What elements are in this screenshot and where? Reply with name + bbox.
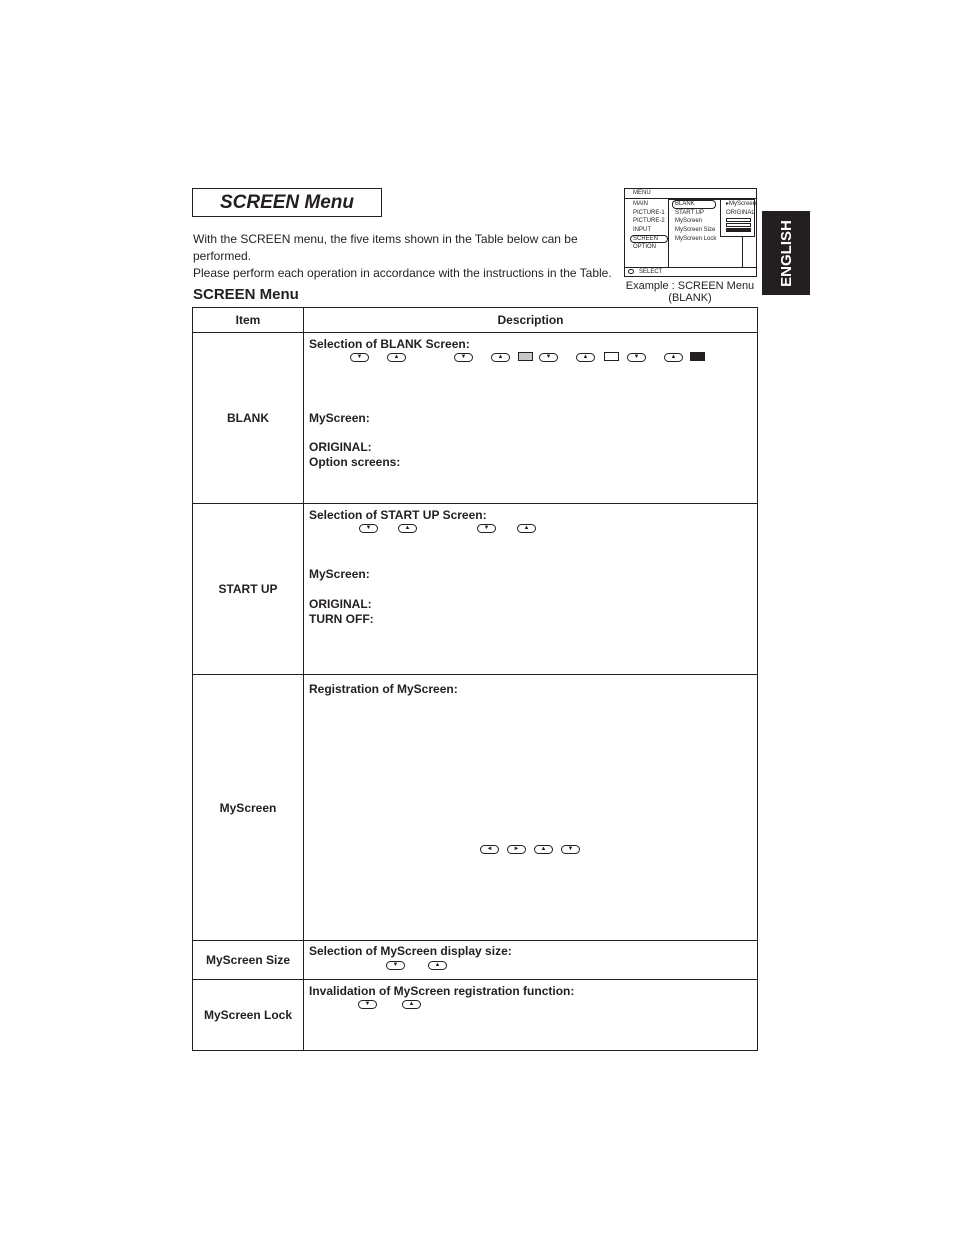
menu-example-footer [625,267,756,276]
row-heading: Selection of START UP Screen: [309,508,487,522]
page-title: SCREEN Menu [219,191,355,213]
down-key-icon: ▼ [454,353,473,362]
row-description-myscreen-size [304,941,758,980]
down-key-icon: ▼ [350,353,369,362]
col-header-item: Item [193,308,304,333]
row-description-myscreen-lock [304,980,758,1051]
row-heading: Registration of MyScreen: [309,682,458,696]
row-label: ORIGINAL: [309,597,372,611]
table-row [193,675,758,941]
menu-example-main-item: OPTION [633,244,657,251]
row-label: MyScreen: [309,411,370,425]
menu-example-main-item-selected: SCREEN [630,235,668,244]
col-header-description: Description [304,308,758,333]
intro-text [193,231,623,282]
table-row [193,941,758,980]
caption-line-1: Example : SCREEN Menu [625,280,755,292]
row-heading: Invalidation of MyScreen registration function: [309,984,575,998]
white-swatch-icon [604,352,619,361]
up-key-icon: ▲ [428,961,447,970]
row-heading: Selection of BLANK Screen: [309,337,470,351]
menu-example-blank-options [720,199,755,237]
table-header-row [193,308,758,333]
menu-example-screenshot [624,188,757,277]
menu-example-main-item: MAIN [633,201,648,207]
row-item-myscreen: MyScreen [193,675,304,941]
down-key-icon: ▼ [359,524,378,533]
menu-example-blank-option: ORIGINAL [726,209,755,216]
row-heading: Selection of MyScreen display size: [309,944,512,958]
grey-swatch-icon [518,352,533,361]
row-label: MyScreen: [309,567,370,581]
menu-example-main-item: INPUT [633,227,651,234]
down-key-icon: ▼ [358,1000,377,1009]
table-row [193,504,758,675]
menu-example-main-list [630,200,668,252]
menu-example-main-item: PICTURE-2 [633,218,665,225]
select-icon [628,269,634,274]
row-label: ORIGINAL: [309,440,372,454]
up-key-icon: ▲ [398,524,417,533]
down-key-icon: ▼ [627,353,646,362]
up-key-icon: ▲ [534,845,553,854]
left-key-icon: ◄ [480,845,499,854]
row-description-myscreen [304,675,758,941]
down-key-icon: ▼ [561,845,580,854]
table-row [193,980,758,1051]
row-item-start-up: START UP [193,504,304,675]
up-key-icon: ▲ [517,524,536,533]
menu-example-footer-label: SELECT [639,269,663,275]
row-item-blank: BLANK [193,333,304,504]
menu-example-screen-item: MyScreen Size [675,227,716,234]
table-row [193,333,758,504]
menu-example-swatch [726,223,751,227]
menu-example-main-item: PICTURE-1 [633,209,665,216]
down-key-icon: ▼ [539,353,558,362]
row-description-blank [304,333,758,504]
language-tab-label: ENGLISH [777,219,795,287]
down-key-icon: ▼ [477,524,496,533]
menu-example-screen-item: MyScreen [675,218,703,225]
table-title: SCREEN Menu [193,286,299,303]
intro-line-2: Please perform each operation in accordance with the instructions in the Table. [193,266,612,280]
row-item-myscreen-lock: MyScreen Lock [193,980,304,1051]
up-key-icon: ▲ [576,353,595,362]
page-title-box [192,188,382,217]
menu-example-header: MENU [625,189,756,199]
language-tab [762,211,810,295]
menu-example-swatch [726,228,751,232]
menu-example-swatch [726,218,751,222]
menu-example-screen-item-selected: BLANK [672,200,716,209]
down-key-icon: ▼ [386,961,405,970]
menu-example-screen-item: MyScreen Lock [675,235,717,242]
row-label: Option screens: [309,455,401,469]
caption-line-2: (BLANK) [668,292,712,304]
up-key-icon: ▲ [402,1000,421,1009]
row-item-myscreen-size: MyScreen Size [193,941,304,980]
menu-example-screen-item: START UP [675,209,705,216]
screen-menu-table [192,307,758,1051]
up-key-icon: ▲ [664,353,683,362]
right-key-icon: ► [507,845,526,854]
black-swatch-icon [690,352,705,361]
up-key-icon: ▲ [387,353,406,362]
menu-example-caption [620,280,760,304]
intro-line-1: With the SCREEN menu, the five items shown in the Table below can be performed. [193,232,578,263]
row-label: TURN OFF: [309,612,374,626]
menu-example-blank-option: ▸MyScreen [726,201,757,207]
row-description-start-up [304,504,758,675]
up-key-icon: ▲ [491,353,510,362]
